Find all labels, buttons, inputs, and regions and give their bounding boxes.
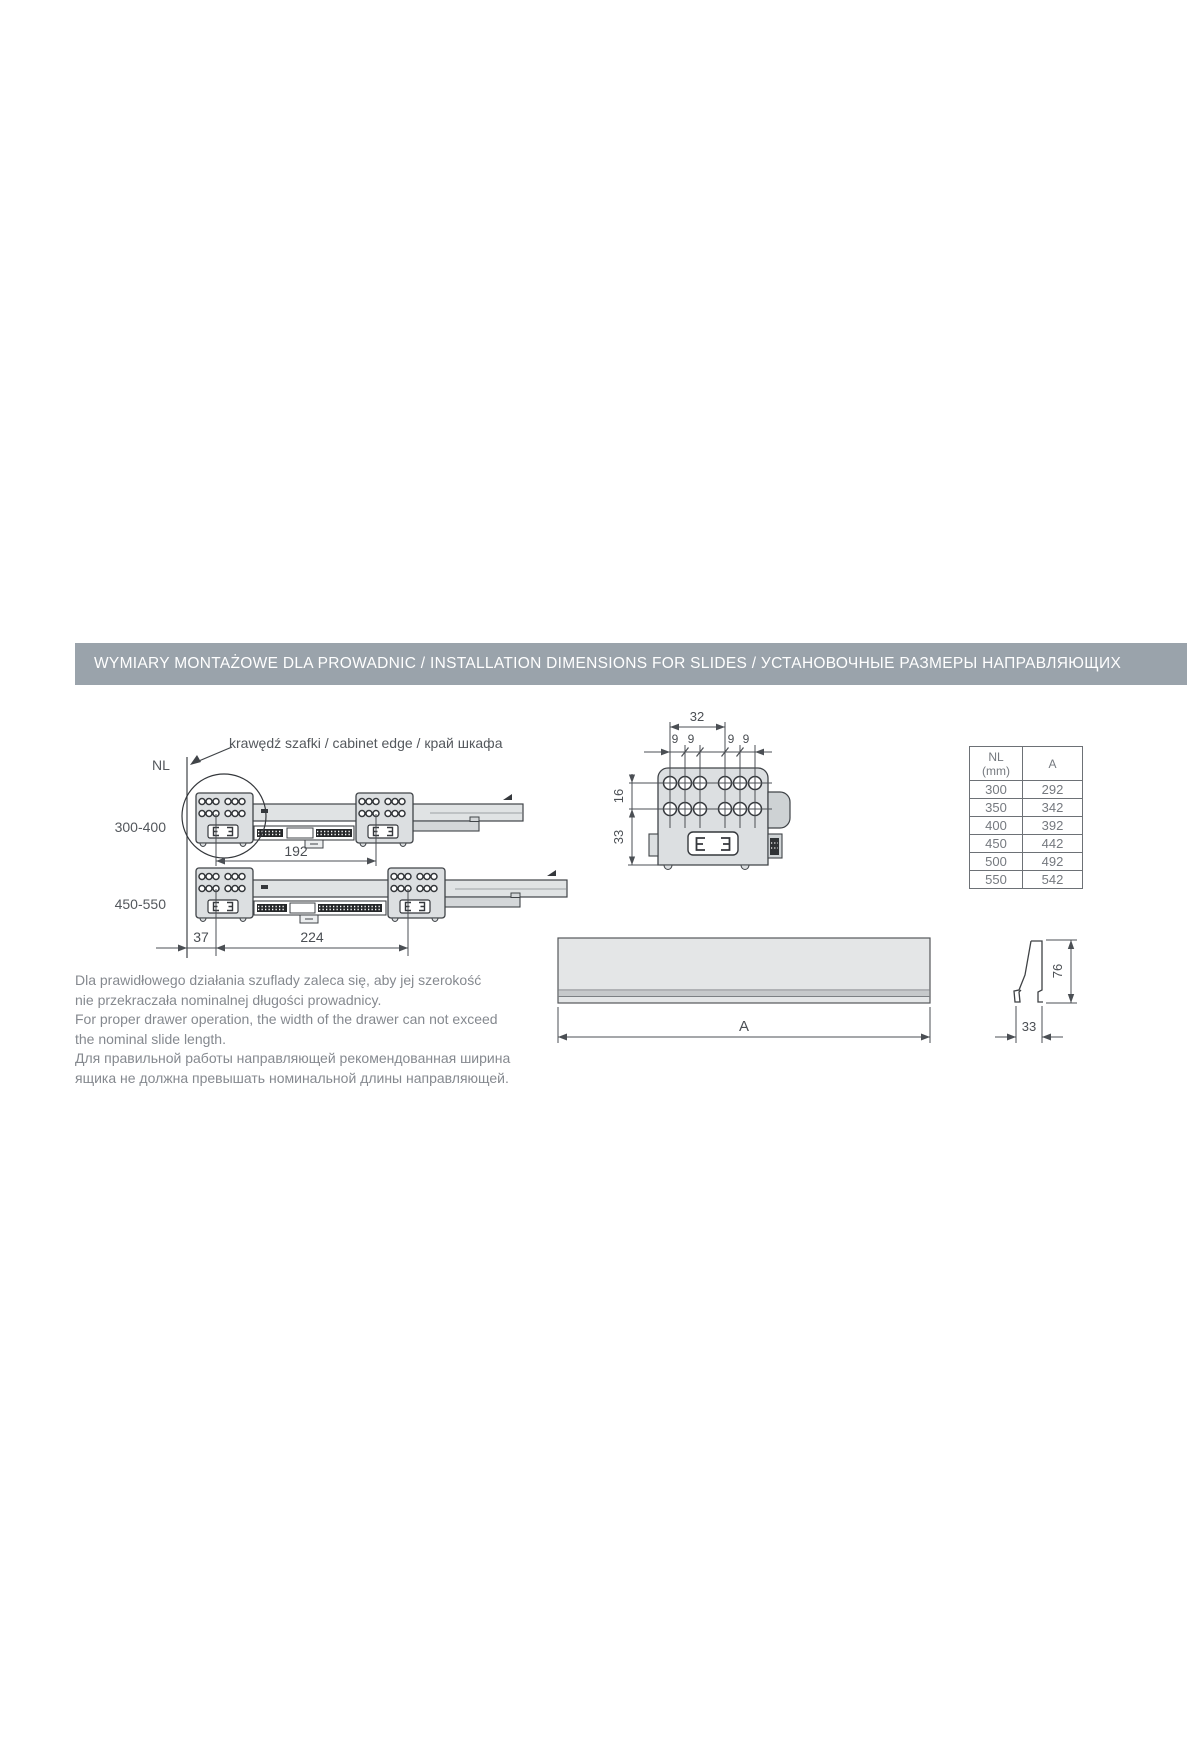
section-title: WYMIARY MONTAŻOWE DLA PROWADNIC / INSTALLATION DIMENSIONS FOR SLIDES / УСТАНОВОЧНЫЕ РАЗМЕРЫ НАПРАВЛЯЮЩИХ — [94, 655, 1122, 672]
cell-nl: 500 — [970, 853, 1023, 871]
range-label-top: 300-400 — [114, 819, 166, 835]
note-pl-line1: Dla prawidłowego działania szuflady zaleca się, aby jej szerokość — [75, 972, 482, 988]
table-row — [970, 799, 1083, 817]
cell-nl: 400 — [970, 817, 1023, 835]
dim-37-224 — [156, 889, 408, 956]
dim-32 — [670, 709, 725, 730]
range-label-bottom: 450-550 — [114, 896, 166, 912]
nl-a-table — [969, 746, 1083, 889]
note-pl-line2: nie przekraczała nominalnej długości prowadnicy. — [75, 991, 382, 1008]
table-header-row — [970, 747, 1083, 781]
cell-a: 542 — [1023, 871, 1083, 889]
table-row — [970, 781, 1083, 799]
dim-33-label: 33 — [611, 829, 626, 845]
table-header-a: A — [1023, 747, 1083, 781]
damper-mechanism — [254, 901, 386, 923]
dim-9-label: 9 — [671, 732, 679, 746]
rail-end-hook — [503, 794, 512, 800]
dim-224-label: 224 — [300, 929, 324, 945]
cell-nl: 550 — [970, 871, 1023, 889]
dim-33-profile-label: 33 — [1021, 1019, 1037, 1034]
dim-16-label: 16 — [611, 788, 626, 804]
bracket-front-view — [611, 709, 790, 870]
slide-side-view-450-550 — [115, 868, 567, 956]
dim-9-label: 9 — [727, 732, 735, 746]
cell-nl: 300 — [970, 781, 1023, 799]
table-header-nl-line2: (mm) — [982, 763, 1010, 778]
mounting-bracket — [388, 868, 445, 922]
table-header-nl-line1: NL — [988, 749, 1004, 764]
note-ru-line2: ящика не должна превышать номинальной длины направляющей. — [75, 1069, 509, 1086]
mounting-bracket — [196, 868, 253, 922]
table-row — [970, 853, 1083, 871]
cell-a: 342 — [1023, 799, 1083, 817]
table-row — [970, 817, 1083, 835]
note-en-line1: For proper drawer operation, the width of the drawer can not exceed — [75, 1011, 498, 1028]
bracket-side-tab — [768, 792, 790, 828]
slide-side-view-300-400 — [115, 774, 523, 866]
cabinet-edge-leader-arrow — [190, 755, 201, 765]
dim-9-label: 9 — [742, 732, 750, 746]
rail-end-hook — [547, 870, 556, 876]
cell-a: 492 — [1023, 853, 1083, 871]
cell-nl: 350 — [970, 799, 1023, 817]
table-row — [970, 835, 1083, 853]
drawer-front-panel — [558, 938, 930, 1043]
table-header-nl — [970, 747, 1023, 781]
dim-192-label: 192 — [284, 843, 308, 859]
cell-a: 442 — [1023, 835, 1083, 853]
mounting-bracket — [196, 793, 253, 847]
dim-32-label: 32 — [689, 709, 705, 724]
cabinet-edge-label: krawędź szafki / cabinet edge / край шкафа — [229, 735, 503, 751]
drawer-rail — [443, 897, 520, 907]
note-ru-line1: Для правильной работы направляющей рекомендованная ширина — [75, 1050, 511, 1067]
dim-A — [558, 1007, 930, 1043]
cell-a: 392 — [1023, 817, 1083, 835]
dim-9-label: 9 — [687, 732, 695, 746]
dim-33-profile — [995, 1006, 1063, 1043]
dim-9s — [644, 732, 772, 757]
dim-37-label: 37 — [193, 929, 209, 945]
dim-76 — [1046, 940, 1077, 1003]
drawer-rail — [411, 821, 479, 831]
nl-label: NL — [152, 757, 170, 773]
side-profile — [995, 940, 1077, 1043]
note-en-line2: the nominal slide length. — [75, 1030, 226, 1047]
table-row — [970, 871, 1083, 889]
mounting-bracket — [356, 793, 413, 847]
notes-block — [75, 971, 510, 1089]
cell-nl: 450 — [970, 835, 1023, 853]
dim-76-label: 76 — [1050, 963, 1065, 979]
dim-A-label: A — [738, 1018, 750, 1035]
cell-a: 292 — [1023, 781, 1083, 799]
